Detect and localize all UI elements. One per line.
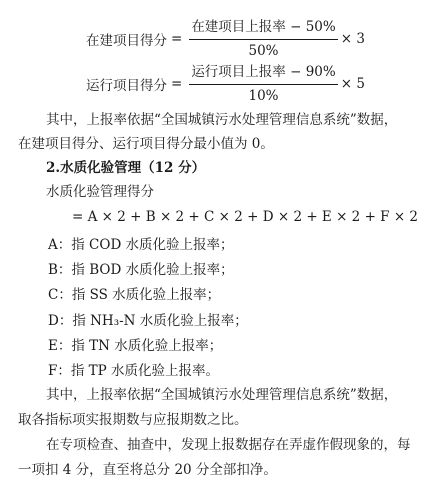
list-item [48, 362, 219, 380]
list-item-text: 指 TP 水质化验上报率。 [70, 363, 220, 379]
formula-multiplier: × 3 [340, 31, 365, 47]
list-item-text: 指 SS 水质化验上报率； [71, 287, 221, 303]
score-label: 水质化验管理得分 [46, 184, 154, 200]
note-paragraph-line: 一项扣 4 分，直至将总分 20 分全部扣净。 [18, 462, 277, 478]
list-item-text: 指 COD 水质化验上报率； [71, 237, 234, 253]
note-paragraph-line: 在建项目得分、运行项目得分最小值为 0。 [18, 136, 274, 152]
fraction [189, 64, 337, 105]
fraction-denominator: 50% [248, 42, 279, 59]
equals-sign: = [171, 31, 183, 47]
section-score: （12 分） [141, 160, 206, 176]
formula-operation-score [86, 59, 365, 109]
note-paragraph-line: 其中，上报率依据“全国城镇污水处理管理信息系统”数据， [46, 112, 398, 128]
formula-multiplier: × 5 [340, 76, 365, 92]
list-item-key: B： [48, 262, 72, 278]
fraction [189, 19, 337, 60]
list-item-key: D： [48, 313, 73, 329]
list-item-key: E： [48, 338, 72, 354]
list-item [48, 312, 248, 330]
list-item-key: C： [48, 287, 72, 303]
list-item [48, 261, 234, 279]
formula-label: 运行项目得分 [86, 78, 167, 94]
section-title: 水质化验管理 [60, 160, 142, 176]
list-item-key: A： [48, 237, 72, 253]
fraction-numerator: 在建项目上报率 − 50% [191, 18, 336, 35]
equals-sign: = [171, 76, 183, 92]
list-item-text: 指 BOD 水质化验上报率； [71, 262, 234, 278]
note-paragraph-line: 取各指标项实报期数与应报期数之比。 [18, 412, 248, 428]
formula-label: 在建项目得分 [86, 33, 167, 49]
formula-construction-score [86, 14, 365, 64]
list-item [48, 236, 234, 254]
note-paragraph-line: 其中，上报率依据“全国城镇污水处理管理信息系统”数据， [46, 387, 398, 403]
list-item-text: 指 TN 水质化验上报率； [71, 338, 223, 354]
fraction-denominator: 10% [248, 87, 279, 104]
section-heading [46, 159, 205, 177]
section-number: 2. [46, 160, 61, 176]
list-item [48, 286, 220, 304]
list-item [48, 337, 222, 355]
note-paragraph-line: 在专项检查、抽查中，发现上报数据存在弄虚作假现象的，每 [46, 437, 411, 453]
score-formula: = A × 2 + B × 2 + C × 2 + D × 2 + E × 2 + F × 2 [72, 209, 419, 225]
list-item-key: F： [48, 363, 71, 379]
fraction-numerator: 运行项目上报率 − 90% [191, 63, 336, 80]
list-item-text: 指 NH₃-N 水质化验上报率； [72, 313, 248, 329]
